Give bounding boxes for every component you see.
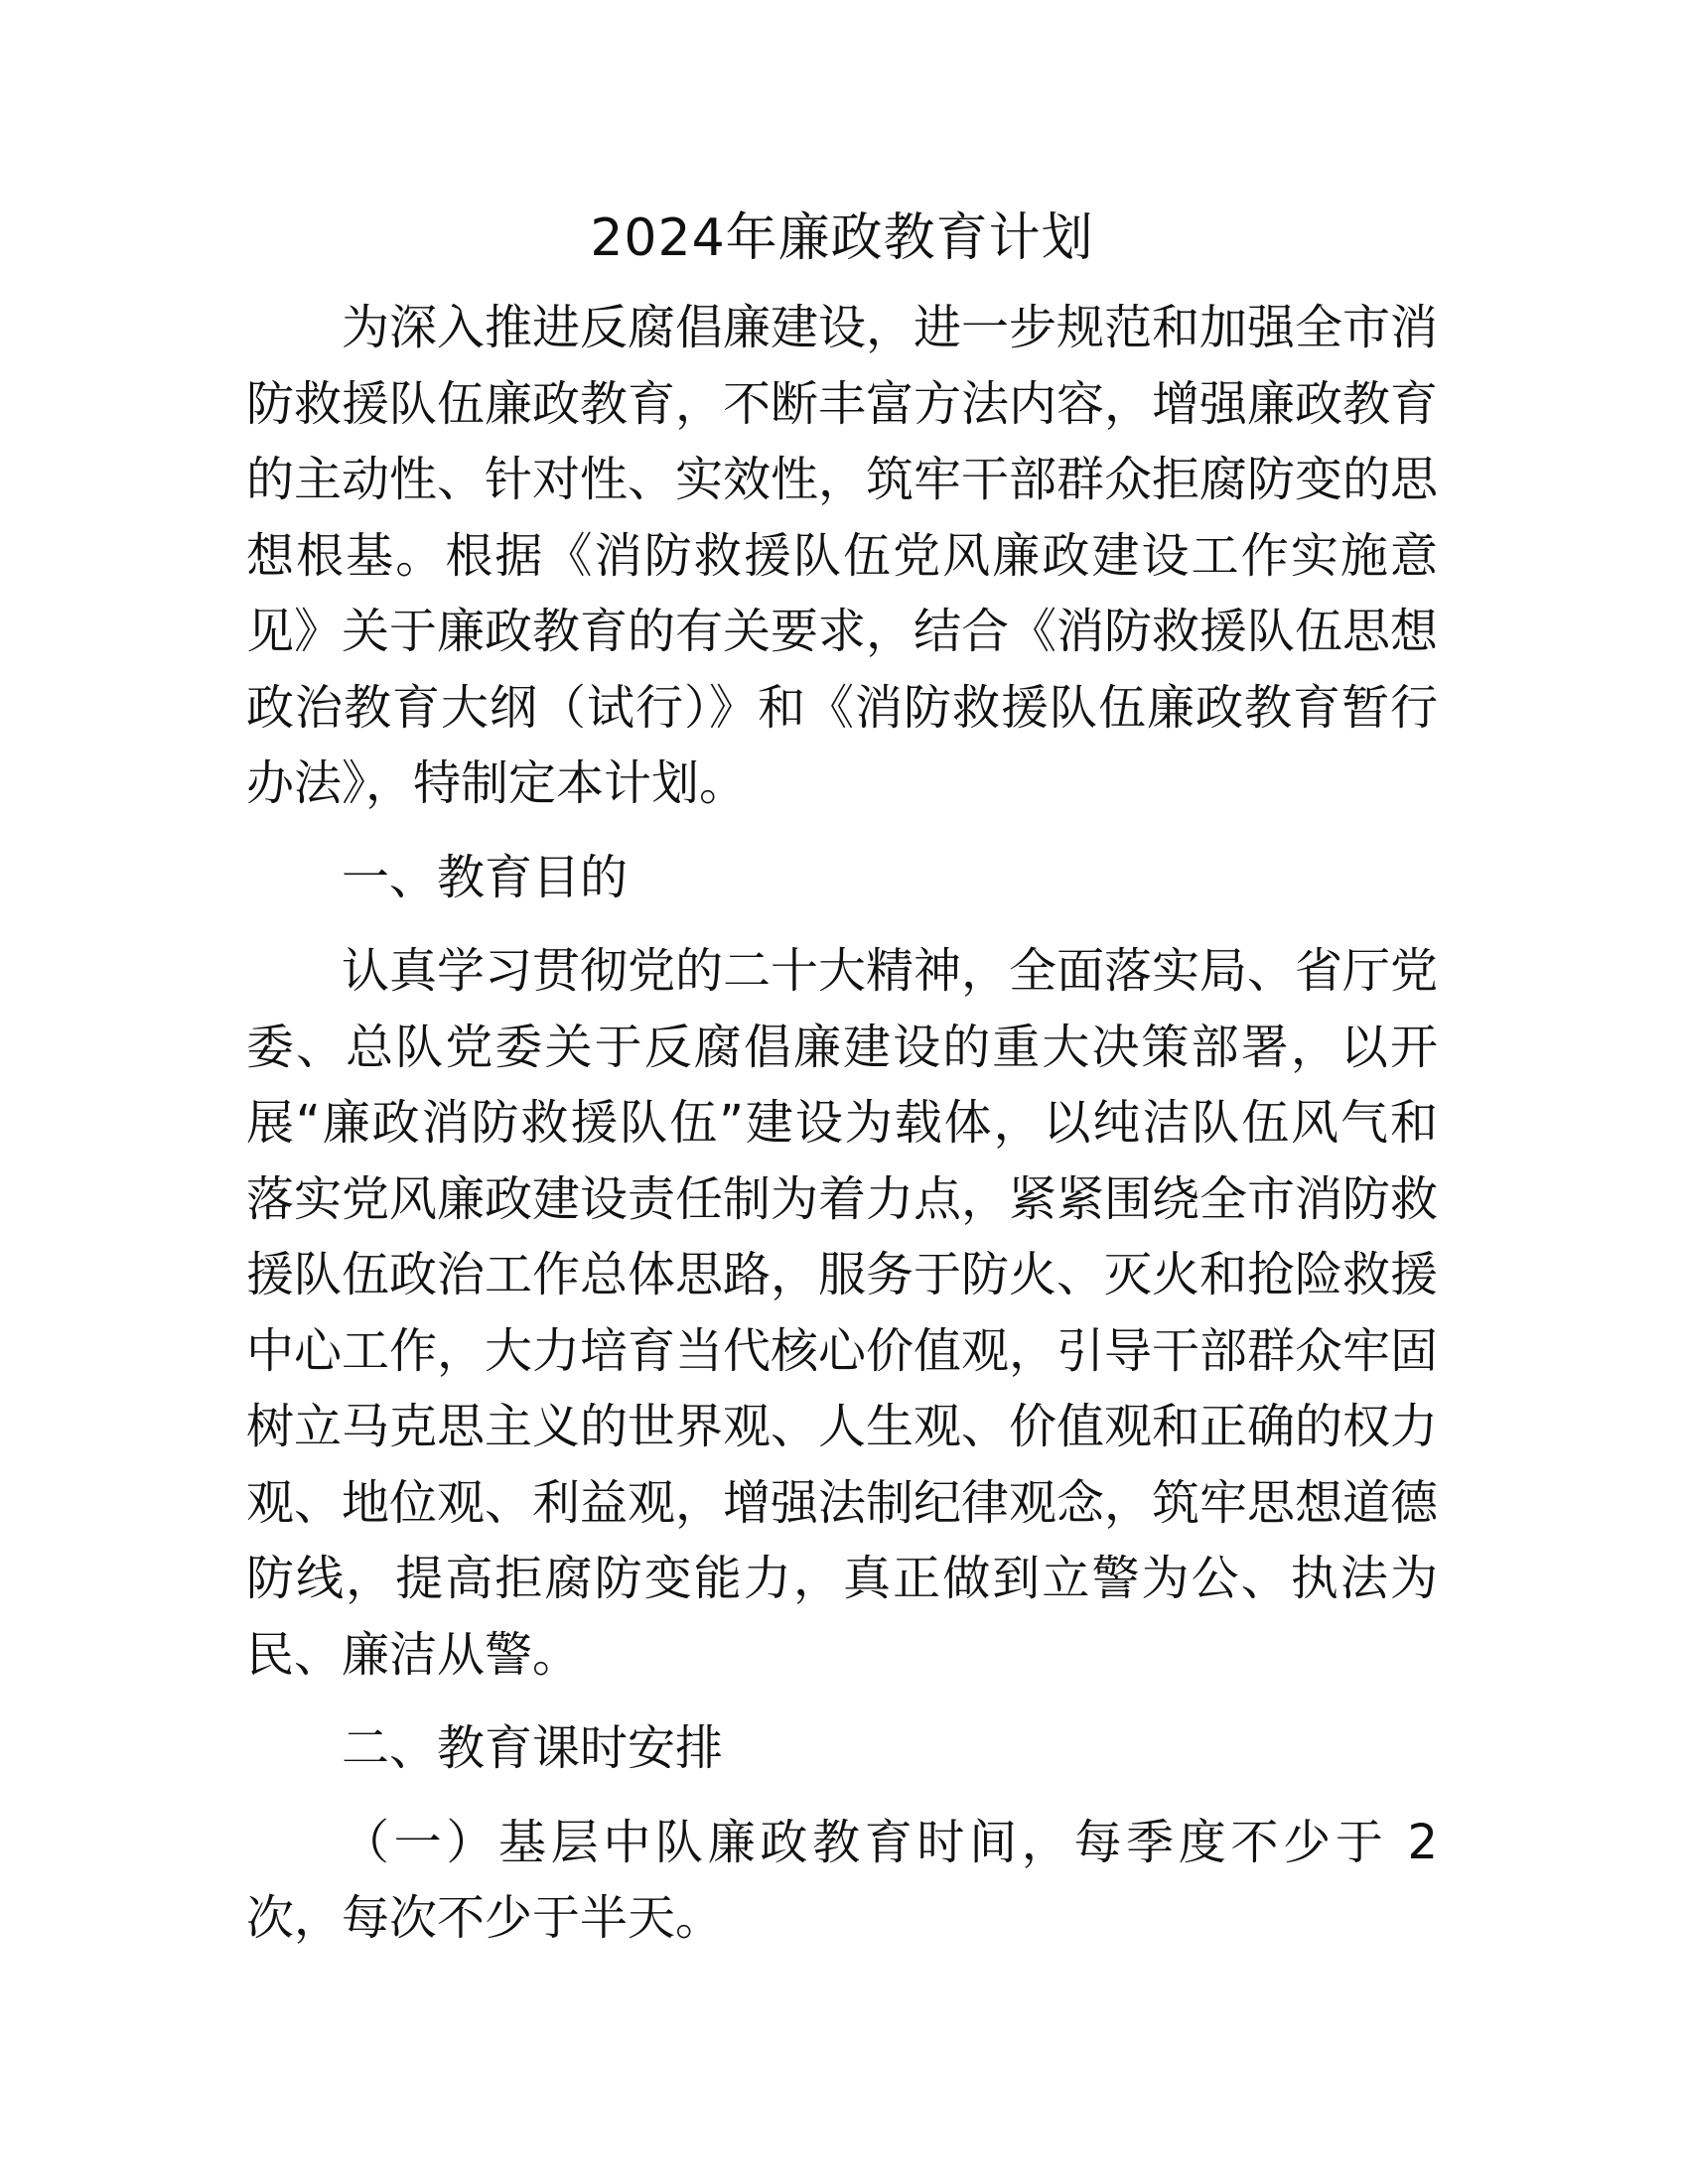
section-heading-purpose: 一、教育目的 [342,849,629,905]
section-heading-schedule: 二、教育课时安排 [342,1720,724,1776]
intro-paragraph: 为深入推进反腐倡廉建设，进一步规范和加强全市消防救援队伍廉政教育，不断丰富方法内容，增强廉政教育的主动性、针对性、实效性，筑牢干部群众拒腐防变的思想根基。根据《消防救援队伍党风廉政建设工作实施意见》关于廉政教育的有关要求，结合《消防救援队伍思想政治教育大纲（试行）》和《消防救援队伍廉政教育暂行办法》，特制定本计划。 [246,300,1439,811]
document-content [246,197,1438,1957]
schedule-item-1: （一）基层中队廉政教育时间，每季度不少于 2 次，每次不少于半天。 [246,1814,1438,1946]
section-body-purpose: 认真学习贯彻党的二十大精神，全面落实局、省厅党委、总队党委关于反腐倡廉建设的重大决策部署，以开展“廉政消防救援队伍”建设为载体，以纯洁队伍风气和落实党风廉政建设责任制为着力点，紧紧围绕全市消防救援队伍政治工作总体思路，服务于防火、灭火和抢险救援中心工作，大力培育当代核心价值观，引导干部群众牢固树立马克思主义的世界观、人生观、价值观和正确的权力观、地位观、利益观，增强法制纪律观念，筑牢思想道德防线，提高拒腐防变能力，真正做到立警为公、执法为民、廉洁从警。 [246,943,1439,1683]
document-title: 2024年廉政教育计划 [590,208,1094,268]
